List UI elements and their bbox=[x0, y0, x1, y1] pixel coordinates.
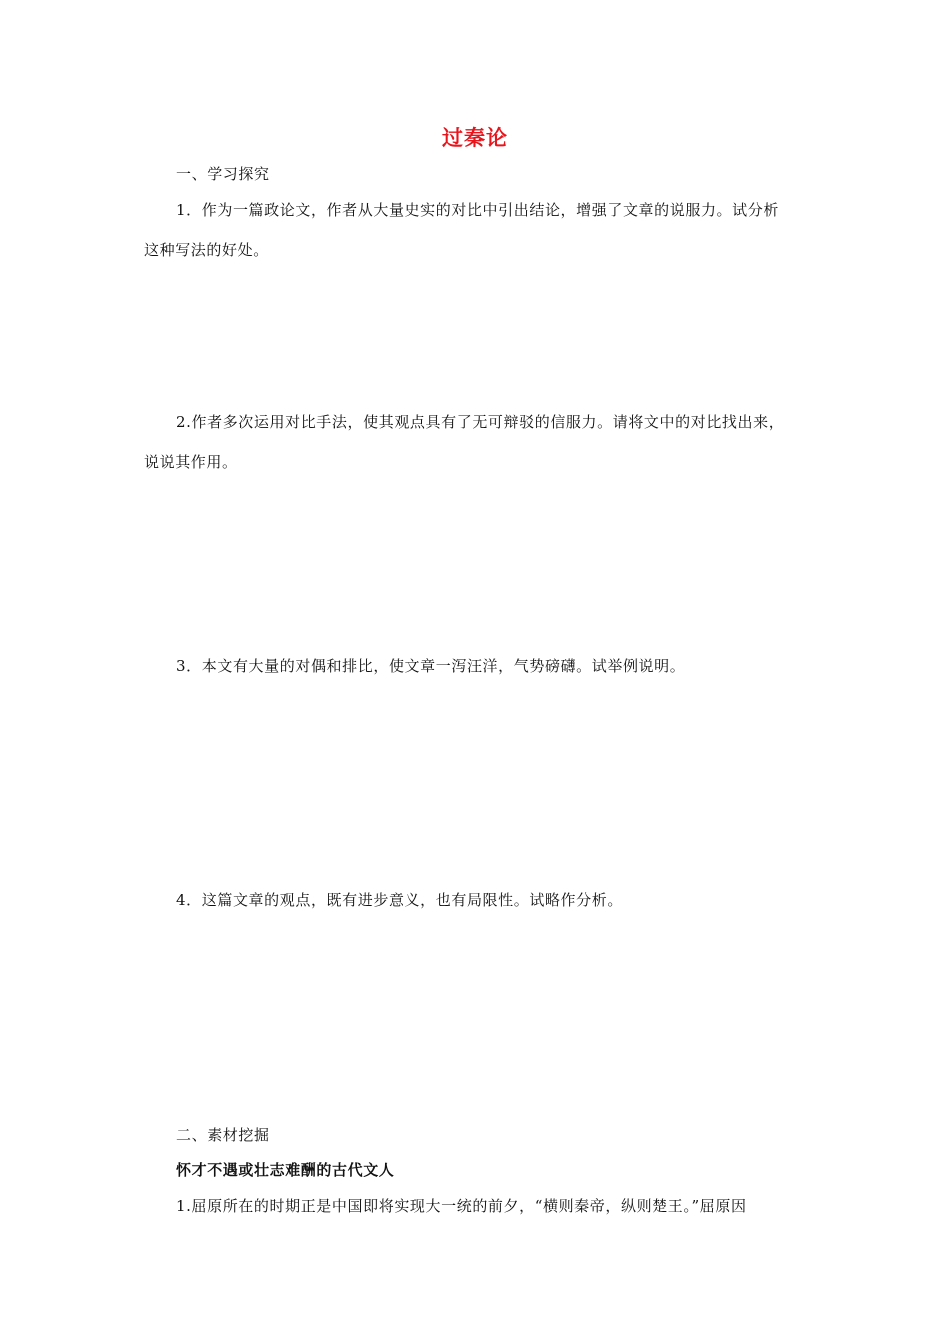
question-2-line-2: 说说其作用。 bbox=[144, 453, 238, 471]
section-1-heading: 一、学习探究 bbox=[176, 165, 270, 183]
section-2-heading: 二、素材挖掘 bbox=[176, 1126, 270, 1144]
question-4-line-1: 4．这篇文章的观点，既有进步意义，也有局限性。试略作分析。 bbox=[176, 891, 623, 909]
material-subheading: 怀才不遇或壮志难酬的古代文人 bbox=[176, 1161, 395, 1179]
question-3-line-1: 3．本文有大量的对偶和排比，使文章一泻汪洋，气势磅礴。试举例说明。 bbox=[176, 657, 686, 675]
document-title: 过秦论 bbox=[442, 126, 508, 150]
question-1-line-2: 这种写法的好处。 bbox=[144, 241, 269, 259]
material-item-1: 1.屈原所在的时期正是中国即将实现大一统的前夕，“横则秦帝，纵则楚王。”屈原因 bbox=[176, 1197, 747, 1215]
question-2-line-1: 2.作者多次运用对比手法，使其观点具有了无可辩驳的信服力。请将文中的对比找出来， bbox=[176, 413, 785, 431]
question-1-line-1: 1．作为一篇政论文，作者从大量史实的对比中引出结论，增强了文章的说服力。试分析 bbox=[176, 201, 779, 219]
